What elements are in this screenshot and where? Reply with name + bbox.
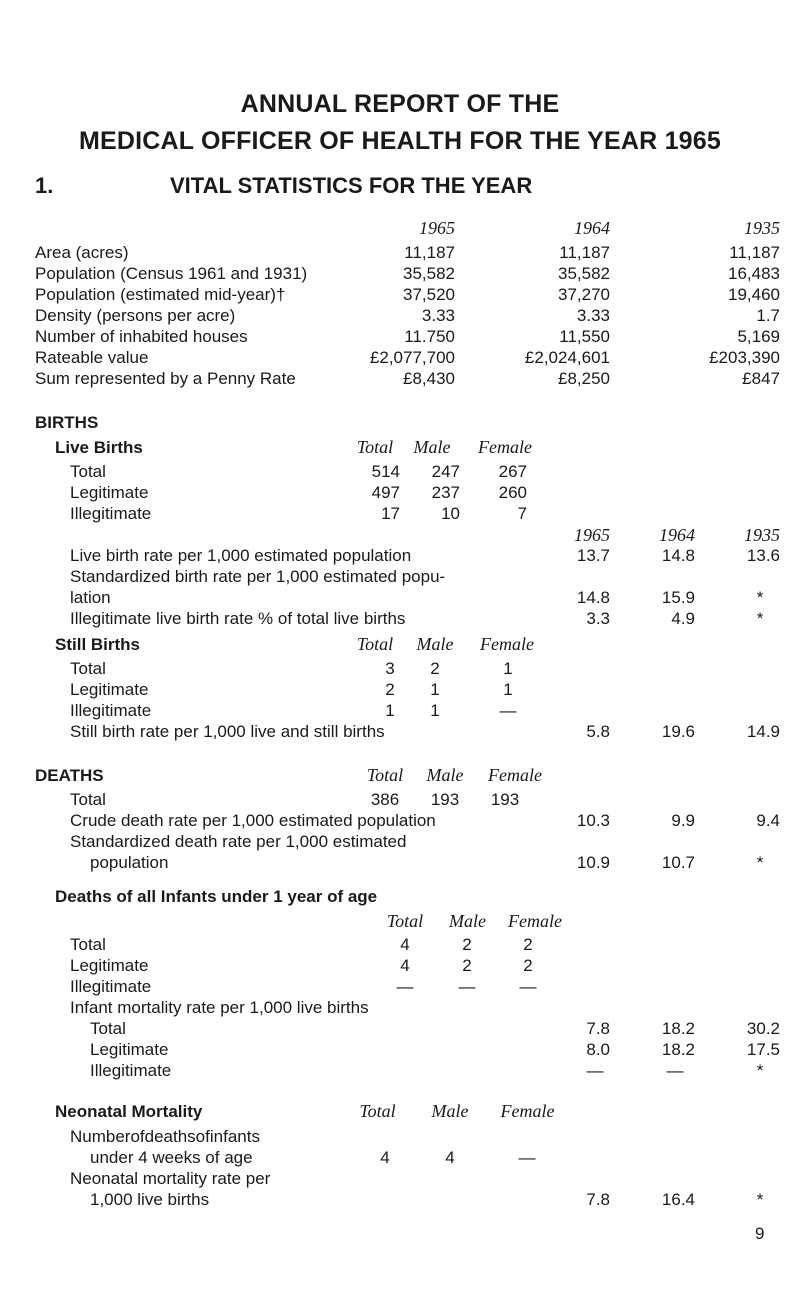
row-label: Area (acres) xyxy=(35,243,129,262)
cell: 15.9 xyxy=(661,588,695,607)
cell: 1 xyxy=(430,701,440,720)
cell: 9.4 xyxy=(756,811,780,830)
cell: £203,390 xyxy=(709,348,780,367)
rate-label: Standardized birth rate per 1,000 estimated popu- xyxy=(70,567,446,586)
cell: £8,250 xyxy=(558,369,610,388)
cell: 4 xyxy=(380,1148,390,1167)
cell: 17.5 xyxy=(746,1040,780,1059)
cell: — xyxy=(499,701,517,720)
cell: 10.7 xyxy=(661,853,695,872)
deaths-heading: DEATHS xyxy=(35,766,104,785)
rate-label: lation xyxy=(70,588,111,607)
cell: 386 xyxy=(370,790,400,809)
cell: 7 xyxy=(517,504,527,523)
cell: — xyxy=(666,1061,684,1080)
col-header: Male xyxy=(413,437,451,457)
cell: 19.6 xyxy=(661,722,695,741)
cell: 11,187 xyxy=(404,243,455,262)
year-header: 1965 xyxy=(574,525,610,545)
rate-label: Live birth rate per 1,000 estimated population xyxy=(70,546,412,565)
row-label: Legitimate xyxy=(70,680,149,699)
row-label: Numberofdeathsofinfants xyxy=(70,1127,260,1146)
row-label: Rateable value xyxy=(35,348,149,367)
cell: 19,460 xyxy=(728,285,780,304)
cell: 10.9 xyxy=(576,853,610,872)
cell: 37,270 xyxy=(558,285,610,304)
cell: 13.6 xyxy=(746,546,780,565)
year-header: 1964 xyxy=(574,218,610,238)
rate-label: population xyxy=(90,853,169,872)
cell: £8,430 xyxy=(403,369,455,388)
cell: 11,550 xyxy=(559,327,610,346)
cell: 9.9 xyxy=(671,811,695,830)
col-header: Female xyxy=(480,634,534,654)
cell: 16.4 xyxy=(661,1190,695,1209)
col-header: Female xyxy=(500,1101,555,1121)
cell: 5.8 xyxy=(586,722,610,741)
rate-label: Infant mortality rate per 1,000 live births xyxy=(70,998,369,1017)
cell: — xyxy=(396,977,414,996)
cell: 193 xyxy=(490,790,520,809)
cell: 3 xyxy=(385,659,395,678)
col-header: Male xyxy=(431,1101,469,1121)
cell: * xyxy=(756,1190,764,1209)
cell: — xyxy=(586,1061,604,1080)
row-label: Total xyxy=(70,659,106,678)
cell: 14.8 xyxy=(661,546,695,565)
col-header: Total xyxy=(359,1101,396,1121)
cell: 1 xyxy=(503,659,513,678)
year-header: 1965 xyxy=(419,218,455,238)
row-label: Number of inhabited houses xyxy=(35,327,248,346)
still-births-heading: Still Births xyxy=(55,635,141,654)
rate-label: Illegitimate live birth rate % of total live births xyxy=(70,609,406,628)
births-heading: BIRTHS xyxy=(35,413,99,432)
cell: 267 xyxy=(498,462,527,481)
col-header: Male xyxy=(426,765,464,785)
cell: 7.8 xyxy=(586,1019,610,1038)
cell: 4 xyxy=(400,935,410,954)
row-label: Illegitimate xyxy=(70,504,152,523)
row-label: Total xyxy=(70,790,106,809)
cell: 3.33 xyxy=(421,306,455,325)
cell: 497 xyxy=(371,483,400,502)
cell: £2,024,601 xyxy=(524,348,610,367)
cell: 193 xyxy=(430,790,460,809)
cell: 35,582 xyxy=(403,264,455,283)
row-label: Illegitimate xyxy=(70,701,152,720)
row-label: Legitimate xyxy=(70,956,149,975)
rate-label: Standardized death rate per 1,000 estimated xyxy=(70,832,407,851)
col-header: Female xyxy=(488,765,542,785)
row-label: Illegitimate xyxy=(90,1061,172,1080)
cell: * xyxy=(756,588,764,607)
year-header: 1935 xyxy=(744,218,780,238)
cell: 237 xyxy=(431,483,460,502)
cell: 4.9 xyxy=(671,609,695,628)
cell: 14.8 xyxy=(576,588,610,607)
cell: 11,187 xyxy=(729,243,780,262)
row-label: Sum represented by a Penny Rate xyxy=(35,369,296,388)
rate-label: Crude death rate per 1,000 estimated population xyxy=(70,811,436,830)
row-label: Total xyxy=(70,462,106,481)
year-header: 1964 xyxy=(659,525,695,545)
cell: 4 xyxy=(400,956,410,975)
cell: 37,520 xyxy=(403,285,455,304)
cell: 3.33 xyxy=(576,306,610,325)
cell: 7.8 xyxy=(586,1190,610,1209)
cell: 3.3 xyxy=(586,609,610,628)
cell: 14.9 xyxy=(746,722,780,741)
live-births-heading: Live Births xyxy=(55,438,143,457)
row-label: Legitimate xyxy=(70,483,149,502)
report-title-line1: ANNUAL REPORT OF THE xyxy=(240,90,560,118)
col-header: Male xyxy=(416,634,454,654)
row-label: Total xyxy=(90,1019,126,1038)
cell: 17 xyxy=(381,504,400,523)
cell: 10.3 xyxy=(576,811,610,830)
report-title-line2: MEDICAL OFFICER OF HEALTH FOR THE YEAR 1965 xyxy=(79,127,721,155)
cell: — xyxy=(458,977,476,996)
row-label: Population (Census 1961 and 1931) xyxy=(35,264,308,283)
cell: 18.2 xyxy=(661,1040,695,1059)
cell: 2 xyxy=(385,680,395,699)
cell: 11,187 xyxy=(559,243,610,262)
row-label: Density (persons per acre) xyxy=(35,306,236,325)
section-number: 1. xyxy=(35,173,54,198)
col-header: Female xyxy=(478,437,532,457)
cell: 1 xyxy=(503,680,513,699)
cell: * xyxy=(756,609,764,628)
col-header: Male xyxy=(449,911,486,931)
row-label: Total xyxy=(70,935,106,954)
cell: 2 xyxy=(462,956,472,975)
cell: 16,483 xyxy=(728,264,780,283)
col-header: Total xyxy=(366,765,404,785)
col-header: Female xyxy=(508,911,562,931)
col-header: Total xyxy=(356,437,394,457)
cell: * xyxy=(756,853,764,872)
cell: 4 xyxy=(445,1148,455,1167)
row-label: under 4 weeks of age xyxy=(90,1148,253,1167)
cell: 2 xyxy=(523,956,533,975)
cell: * xyxy=(756,1061,764,1080)
row-label: Illegitimate xyxy=(70,977,152,996)
cell: 247 xyxy=(431,462,460,481)
cell: 1 xyxy=(430,680,440,699)
cell: 2 xyxy=(430,659,440,678)
cell: 1 xyxy=(385,701,395,720)
cell: 30.2 xyxy=(746,1019,780,1038)
col-header: Total xyxy=(386,911,424,931)
cell: 2 xyxy=(462,935,472,954)
cell: 10 xyxy=(441,504,460,523)
cell: £2,077,700 xyxy=(369,348,455,367)
infant-deaths-heading: Deaths of all Infants under 1 year of age xyxy=(55,887,378,906)
cell: 11.750 xyxy=(404,327,455,346)
section-title: VITAL STATISTICS FOR THE YEAR xyxy=(170,173,533,198)
cell: 8.0 xyxy=(586,1040,610,1059)
row-label: Legitimate xyxy=(90,1040,169,1059)
row-label: Neonatal mortality rate per xyxy=(70,1169,271,1188)
cell: 2 xyxy=(523,935,533,954)
cell: 5,169 xyxy=(737,327,780,346)
row-label: 1,000 live births xyxy=(90,1190,210,1209)
cell: — xyxy=(519,977,537,996)
cell: 13.7 xyxy=(576,546,610,565)
cell: 260 xyxy=(498,483,527,502)
page-number: 9 xyxy=(755,1224,765,1243)
col-header: Total xyxy=(356,634,394,654)
cell: 1.7 xyxy=(756,306,780,325)
rate-label: Still birth rate per 1,000 live and still births xyxy=(70,722,385,741)
cell: — xyxy=(518,1148,536,1167)
row-label: Population (estimated mid-year)† xyxy=(35,285,286,304)
neonatal-heading: Neonatal Mortality xyxy=(55,1102,203,1121)
cell: 35,582 xyxy=(558,264,610,283)
cell: 18.2 xyxy=(661,1019,695,1038)
year-header: 1935 xyxy=(744,525,780,545)
cell: £847 xyxy=(742,369,780,388)
cell: 514 xyxy=(371,462,400,481)
